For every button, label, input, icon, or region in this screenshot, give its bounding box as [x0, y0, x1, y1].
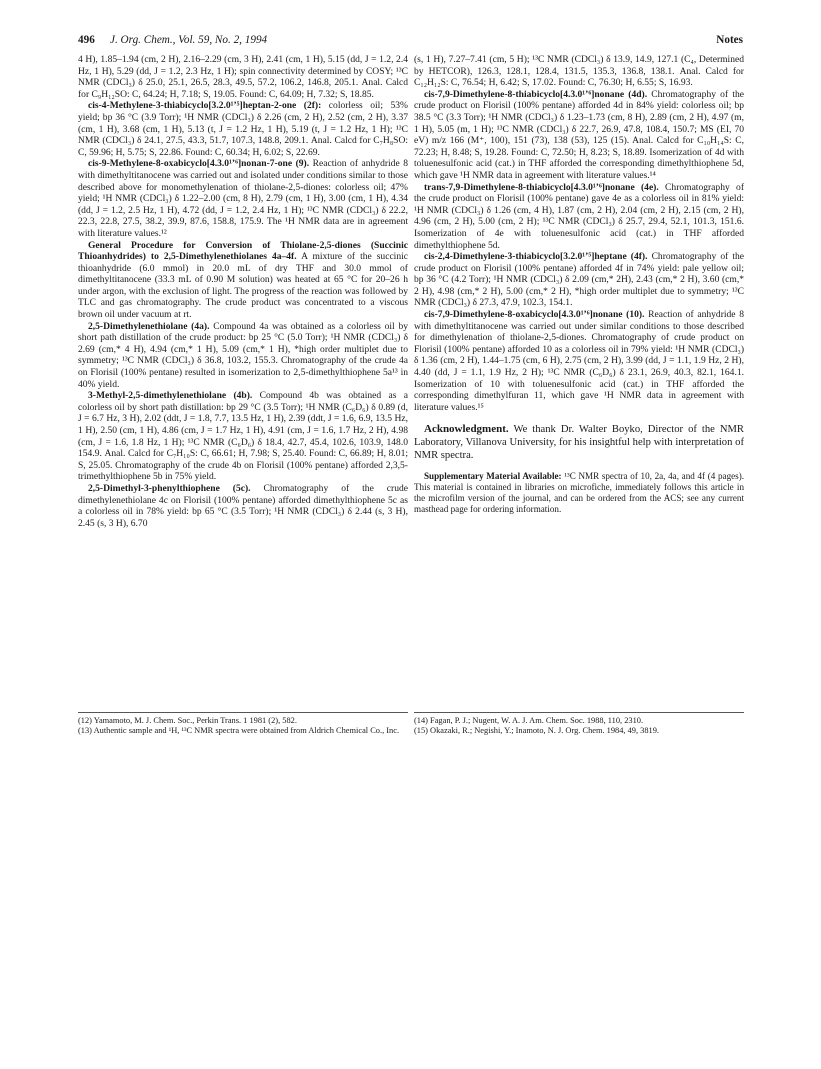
compound-heading: cis-4-Methylene-3-thiabicyclo[3.2.0¹ʼ⁵]heptan-2-one (2f): [88, 100, 322, 112]
footnote: (15) Okazaki, R.; Negishi, Y.; Inamoto, N. J. Org. Chem. 1984, 49, 3819. [414, 726, 660, 735]
paragraph-body: Chromatography of the crude product on Florisil (100% pentane) afforded 4f in 74% yield: pale yellow oil; bp 36 °C (4.2 Torr); ¹H NMR (CDCl₃) δ 2.09 (cm,* 2H), 2.43 (cm,* 2 H), 3.60 (cm,* 2 H), 4.98 (cm,* 2 H), 5.00 (cm,* 2 H), *high order multiplet due to symmetry; ¹³C NMR (CDCl₃) δ 27.3, 47.9, 102.3, 154.1. [414, 251, 744, 309]
running-header [78, 34, 743, 50]
footnote: (12) Yamamoto, M. J. Chem. Soc., Perkin Trans. 1 1981 (2), 582. [78, 716, 297, 725]
compound-heading: cis-9-Methylene-8-oxabicyclo[4.3.0¹ʼ⁶]nonan-7-one (9). [88, 158, 310, 170]
compound-heading: cis-7,9-Dimethylene-8-oxabicyclo[4.3.0¹ʼ⁶]nonane (10). [424, 309, 645, 321]
acknowledgment-body: We thank Dr. Walter Boyko, Director of the NMR Laboratory, Villanova University, for his insightful help with interpretation of NMR spectra. [414, 424, 744, 461]
paragraph [414, 251, 744, 309]
paragraph [414, 182, 744, 252]
compound-heading: trans-7,9-Dimethylene-8-thiabicyclo[4.3.0¹ʼ⁶]nonane (4e). [424, 181, 659, 193]
acknowledgment [414, 423, 744, 462]
paragraph [78, 240, 408, 321]
compound-heading: cis-2,4-Dimethylene-3-thiabicyclo[3.2.0¹ʼ⁵]heptane (4f). [424, 251, 648, 263]
supplementary-heading: Supplementary Material Available: [424, 471, 562, 482]
footnote-divider [414, 712, 744, 713]
compound-heading: 2,5-Dimethylenethiolane (4a). [88, 320, 210, 332]
compound-heading: 3-Methyl-2,5-dimethylenethiolane (4b). [88, 390, 253, 402]
paragraph [78, 321, 408, 391]
acknowledgment-heading: Acknowledgment. [424, 423, 509, 436]
procedure-heading: General Procedure for Conversion of Thiolane-2,5-diones (Succinic Thioanhydrides) to 2,5-Dimethylenethiolanes 4a–4f. [78, 239, 408, 263]
footnote: (13) Authentic sample and ¹H, ¹³C NMR spectra were obtained from Aldrich Chemical Co., Inc. [78, 726, 400, 735]
footnotes-right [414, 716, 744, 736]
paragraph-body: A mixture of the succinic thioanhydride (6.0 mmol) in 20.0 mL of dry THF and 30.0 mmol of dimethyltitanocene (33.3 mL of 0.90 M solution) was heated at 65 °C for 20–26 h under argon, with the exclusion of light. The progress of the reaction was followed by TLC and gas chromatography. The crude product was concentrated to a viscous brown oil under vacuum at rt. [78, 251, 408, 321]
compound-heading: 2,5-Dimethyl-3-phenylthiophene (5c). [88, 482, 251, 494]
paragraph [78, 390, 408, 483]
paragraph: 4 H), 1.85–1.94 (cm, 2 H), 2.16–2.29 (cm, 3 H), 2.41 (cm, 1 H), 5.15 (dd, J = 1.2, 2.4 Hz, 1 H), 5.29 (dd, J = 1.2, 2.3 Hz, 1 H); spin connectivity determined by COSY; ¹³C NMR (CDCl₃) δ 25.0, 25.1, 26.5, 28.3, 49.5, 57.2, 106.2, 146.8, 205.1. Anal. Calcd for C₉H₁₂SO: C, 64.24; H, 7.18; S, 19.05. Found: C, 64.09; H, 7.32; S, 18.85. [78, 54, 408, 100]
paragraph [78, 483, 408, 529]
paragraph [78, 100, 408, 158]
paragraph-body: Reaction of anhydride 8 with dimethyltitanocene was carried out and isolated under conditions similar to those described above for monomethylenation of thiolane-2,5-diones: colorless oil; 47% yield; ¹H NMR (CDCl₃) δ 1.22–2.00 (cm, 8 H), 2.79 (cm, 1 H), 3.00 (cm, 1 H), 4.34 (dd, J = 1.2, 2.5 Hz, 1 H), 4.72 (dd, J = 1.2, 2.4 Hz, 1 H); ¹³C NMR (CDCl₃) δ 22.2, 22.3, 22.8, 27.5, 38.2, 39.9, 87.6, 158.8, 175.9. The ¹H NMR data are in agreement with literature values.¹² [78, 158, 408, 239]
supplementary-body: ¹³C NMR spectra of 10, 2a, 4a, and 4f (4 pages). This material is contained in libraries on microfiche, immediately follows this article in the microfilm version of the journal, and can be ordered from the ACS; see any current masthead page for ordering information. [414, 471, 745, 515]
paragraph-body: Compound 4b was obtained as a colorless oil by short path distillation: bp 29 °C (3.5 Torr); ¹H NMR (C₆D₆) δ 0.89 (d, J = 6.7 Hz, 3 H), 2.02 (ddt, J = 1.8, 7.7, 13.5 Hz, 1 H), 2.39 (ddt, J = 1.6, 6.9, 13.5 Hz, 1 H), 2.50 (cm, 1 H), 4.86 (cm, J = 1.7 Hz, 1 H), 4.91 (cm, J = 1.6, 1.7 Hz, 2 H), 4.98 (cm, J = 1.6, 1.8 Hz, 1 H); ¹³C NMR (C₆D₆) δ 18.4, 42.7, 45.4, 102.6, 103.9, 148.0 154.9. Anal. Calcd for C₇H₁₀S: C, 66.61; H, 7.98; S, 25.40. Found: C, 66.89; H, 8.01; S, 25.05. Chromatography of the crude 4b on Florisil (100% pentane) afforded 2,3,5-trimethylthiophene 5b in 75% yield. [78, 390, 408, 483]
paragraph-body: colorless oil; 53% yield; bp 36 °C (3.9 Torr); ¹H NMR (CDCl₃) δ 2.26 (cm, 2 H), 2.52 (cm, 2 H), 3.37 (cm, 1 H), 3.68 (cm, 1 H), 5.13 (t, J = 1.2 Hz, 1 H), 5.19 (t, J = 1.2 Hz, 1 H); ¹³C NMR (CDCl₃) δ 24.1, 27.5, 43.3, 51.7, 107.3, 148.8, 209.1. Anal. Calcd for C₇H₈SO: C, 59.96; H, 5.75; S, 22.86. Found: C, 60.34; H, 6.02; S, 22.69. [78, 100, 408, 158]
paragraph [414, 89, 744, 182]
supplementary-material [414, 471, 744, 515]
journal-citation: J. Org. Chem., Vol. 59, No. 2, 1994 [110, 34, 268, 46]
paragraph-body: Chromatography of the crude dimethylenethiolane 4c on Florisil (100% pentane) afforded dimethylthiophene 5c as a colorless oil in 78% yield: bp 65 °C (3.5 Torr); ¹H NMR (CDCl₃) δ 2.44 (s, 3 H), 2.45 (s, 3 H), 6.70 [78, 482, 408, 529]
section-label: Notes [716, 34, 743, 46]
left-column [78, 54, 408, 529]
paragraph [78, 158, 408, 239]
page-number: 496 [78, 34, 95, 46]
paragraph [414, 309, 744, 413]
paragraph-body: Compound 4a was obtained as a colorless oil by short path distillation of the crude product: bp 25 °C (5.0 Torr); ¹H NMR (CDCl₃) δ 2.69 (cm,* 4 H), 4.94 (cm,* 1 H), 5.09 (cm,* 1 H), *high order multiplet due to symmetry; ¹³C NMR (CDCl₃) δ 36.8, 103.2, 155.3. Chromatography of the crude 4a on Florisil (100% pentane) resulted in isomerization to 2,5-dimethylthiophene 5a¹³ in 40% yield. [78, 320, 408, 390]
paragraph-body: Chromatography of the crude product on Florisil (100% pentane) afforded 4d in 84% yield: colorless oil; bp 38.5 °C (3.3 Torr); ¹H NMR (CDCl₃) δ 1.23–1.73 (cm, 8 H), 2.89 (cm, 2 H), 4.97 (m, 1 H), 5.05 (m, 1 H); ¹³C NMR (CDCl₃) δ 22.7, 26.9, 47.8, 108.4, 150.7; MS (EI, 70 eV) m/z 166 (M⁺, 100), 151 (73), 138 (53), 125 (15). Anal. Calcd for C₁₀H₁₄S: C, 72.23; H, 8.48; S, 19.28. Found: C, 72.50; H, 8.23; S, 18.89. Isomerization of 4d with toluenesulfonic acid (cat.) in THF afforded the corresponding dimethylthiophene 5d, which gave ¹H NMR data in agreement with literature values.¹⁴ [414, 88, 744, 181]
paragraph: (s, 1 H), 7.27–7.41 (cm, 5 H); ¹³C NMR (CDCl₃) δ 13.9, 14.9, 127.1 (C₄, Determined by HETCOR), 126.3, 128.1, 128.4, 131.5, 135.3, 136.8, 138.1. Anal. Calcd for C₁₂H₁₂S: C, 76.54; H, 6.42; S, 17.02. Found: C, 76.30; H, 6.55; S, 16.93. [414, 54, 744, 89]
paragraph-body: Chromatography of the crude product on Florisil (100% pentane) gave 4e as a colorless oil in 81% yield: ¹H NMR (CDCl₃) δ 1.26 (cm, 4 H), 1.87 (cm, 2 H), 2.04 (cm, 2 H), 2.15 (cm, 2 H), 4.96 (cm, 2 H), 5.00 (cm, 2 H); ¹³C NMR (CDCl₃) δ 25.7, 29.4, 52.1, 101.3, 151.6. Isomerization of 4e with toluenesulfonic acid (cat.) in THF afforded dimethylthiophene 5d. [414, 181, 744, 251]
footnotes-left [78, 716, 408, 736]
footnote: (14) Fagan, P. J.; Nugent, W. A. J. Am. Chem. Soc. 1988, 110, 2310. [414, 716, 644, 725]
footnote-divider [78, 712, 408, 713]
right-column [414, 54, 744, 515]
paragraph-body: Reaction of anhydride 8 with dimethyltitanocene was carried out under similar conditions to those described for dimethylenation of thiolane-2,5-diones. Chromatography of crude product on Florisil (100% pentane) afforded 10 as a colorless oil in 79% yield: ¹H NMR (CDCl₃) δ 1.36 (cm, 2 H), 1.44–1.75 (cm, 6 H), 2.75 (cm, 2 H), 3.99 (dd, J = 1.1, 1.9 Hz, 2 H), 4.40 (dd, J = 1.1, 1.9 Hz, 2 H); ¹³C NMR (C₆D₆) δ 23.1, 26.9, 40.3, 82.1, 164.1. Isomerization of 10 with toluenesulfonic acid (cat.) in THF afforded the corresponding dimethylfuran 11, which gave ¹H NMR data in agreement with literature values.¹⁵ [414, 309, 744, 413]
compound-heading: cis-7,9-Dimethylene-8-thiabicyclo[4.3.0¹ʼ⁶]nonane (4d). [424, 88, 648, 100]
